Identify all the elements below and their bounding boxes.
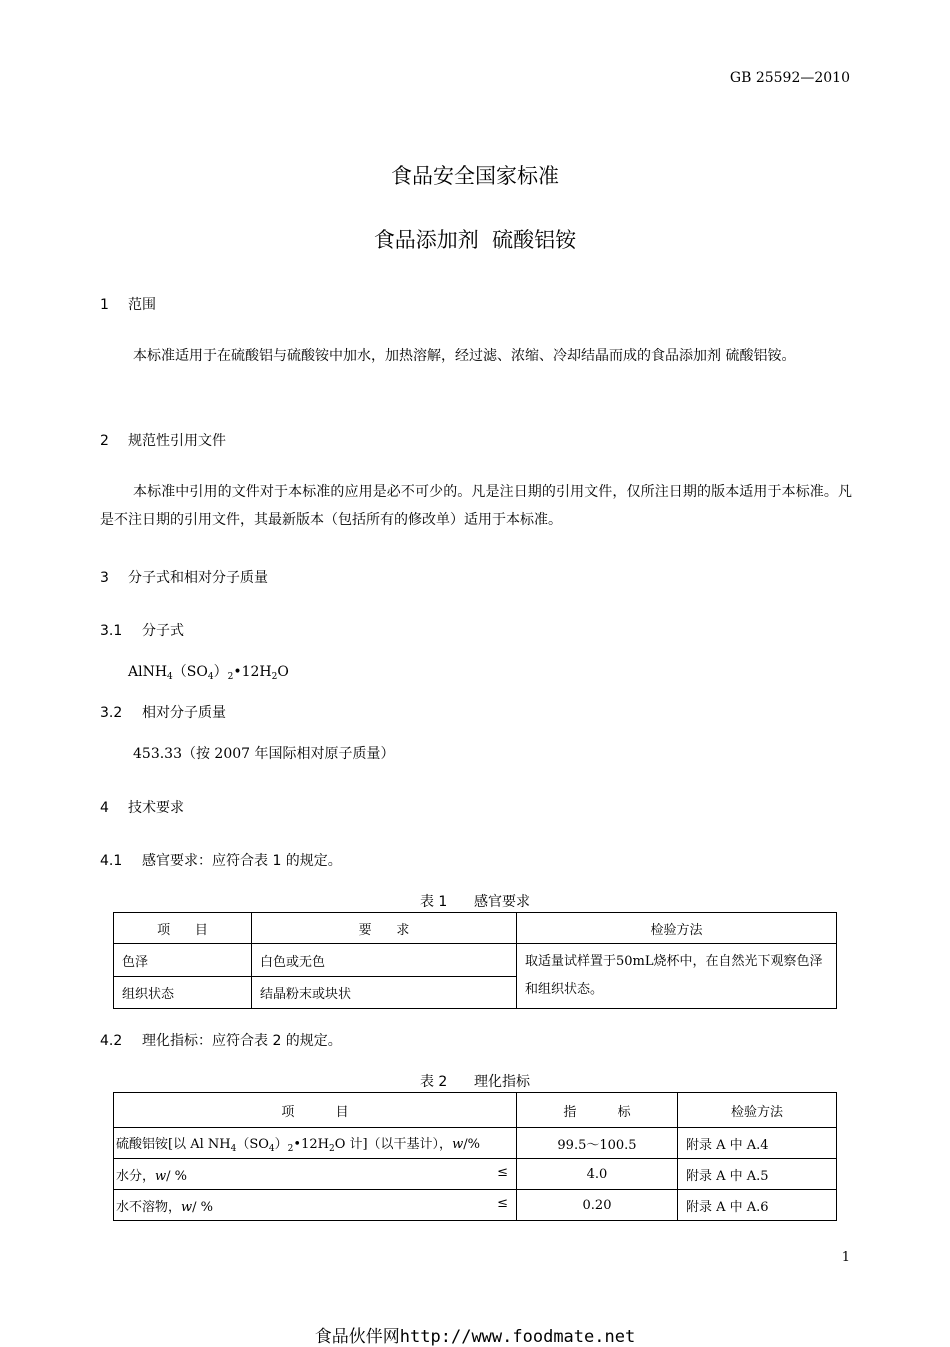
section-number: 1 (100, 297, 109, 313)
table-cell: 硫酸铝铵[以 Al $NH_4(SO_4)_2•12H_2O$ 计]（以干基计），w/% (114, 1128, 517, 1159)
section-title: 感官要求：应符合表 1 的规定。 (142, 853, 342, 869)
table-header: 指 标 (517, 1093, 678, 1128)
table-cell: 组织状态 (114, 977, 252, 1009)
table-1-caption: 表 1 感官要求 (419, 894, 531, 910)
section-2-paragraph: 本标准中引用的文件对于本标准的应用是必不可少的。凡是注日期的引用文件，仅所注日期的版本适用于本标准。凡是不注日期的引用文件，其最新版本（包括所有的修改单）适用于本标准。 (100, 484, 852, 528)
table-cell: 结晶粉末或块状 (252, 977, 517, 1009)
section-3-heading (100, 567, 268, 587)
section-1-heading (100, 294, 156, 314)
table-cell: 附录 A 中 A.4 (678, 1128, 837, 1159)
section-4-heading (100, 797, 184, 817)
table-cell: 4.0 (517, 1159, 678, 1190)
table-cell: 附录 A 中 A.5 (678, 1159, 837, 1190)
molecular-formula: $AlNH_4(SO_4)_2•12H_2O$ (128, 664, 289, 682)
section-title: 分子式 (142, 623, 184, 639)
table-header: 检验方法 (678, 1093, 837, 1128)
section-4-1-heading (100, 850, 342, 870)
less-equal-sign: ≤ (497, 1195, 508, 1211)
molecular-mass: 453.33（按 2007 年国际相对原子质量） (133, 746, 395, 762)
table-header: 要 求 (252, 913, 517, 944)
section-number: 4 (100, 800, 109, 816)
table-cell: 白色或无色 (252, 944, 517, 977)
table-header: 项 目 (114, 1093, 517, 1128)
section-4-2-heading (100, 1030, 342, 1050)
table-cell: 色泽 (114, 944, 252, 977)
section-number: 2 (100, 433, 109, 449)
table-cell: 水不溶物，w/ % ≤ (114, 1190, 517, 1221)
section-number: 4.2 (100, 1033, 123, 1049)
table-cell: 0.20 (517, 1190, 678, 1221)
table-2-caption: 表 2 理化指标 (419, 1074, 531, 1090)
section-number: 3 (100, 570, 109, 586)
footer-url[interactable]: http://www.foodmate.net (399, 1327, 636, 1347)
section-title: 分子式和相对分子质量 (128, 570, 268, 586)
table-2 (113, 1092, 837, 1221)
standard-code: GB 25592—2010 (729, 70, 850, 86)
table-cell: 99.5～100.5 (517, 1128, 678, 1159)
section-title: 技术要求 (128, 800, 184, 816)
section-number: 3.1 (100, 623, 123, 639)
section-3-1-heading (100, 620, 184, 640)
table-cell: 水分，w/ % ≤ (114, 1159, 517, 1190)
table-1 (113, 912, 837, 1009)
section-title: 理化指标：应符合表 2 的规定。 (142, 1033, 342, 1049)
section-title: 范围 (128, 297, 156, 313)
table-cell: 取适量试样置于50mL烧杯中，在自然光下观察色泽和组织状态。 (517, 944, 837, 1009)
table-header: 项 目 (114, 913, 252, 944)
section-title: 规范性引用文件 (128, 433, 226, 449)
footer (0, 1322, 950, 1347)
table-header: 检验方法 (517, 913, 837, 944)
page-subtitle: 食品添加剂 硫酸铝铵 (373, 228, 577, 252)
footer-site-name: 食品伙伴网 (314, 1327, 400, 1347)
section-number: 4.1 (100, 853, 123, 869)
section-1-paragraph: 本标准适用于在硫酸铝与硫酸铵中加水，加热溶解，经过滤、浓缩、冷却结晶而成的食品添加剂 硫酸铝铵。 (133, 348, 796, 364)
section-title: 相对分子质量 (142, 705, 226, 721)
page-title: 食品安全国家标准 (391, 164, 559, 188)
section-2-heading (100, 430, 226, 450)
section-number: 3.2 (100, 705, 123, 721)
page-number: 1 (841, 1250, 850, 1265)
less-equal-sign: ≤ (497, 1164, 508, 1180)
table-cell: 附录 A 中 A.6 (678, 1190, 837, 1221)
section-3-2-heading (100, 702, 226, 722)
